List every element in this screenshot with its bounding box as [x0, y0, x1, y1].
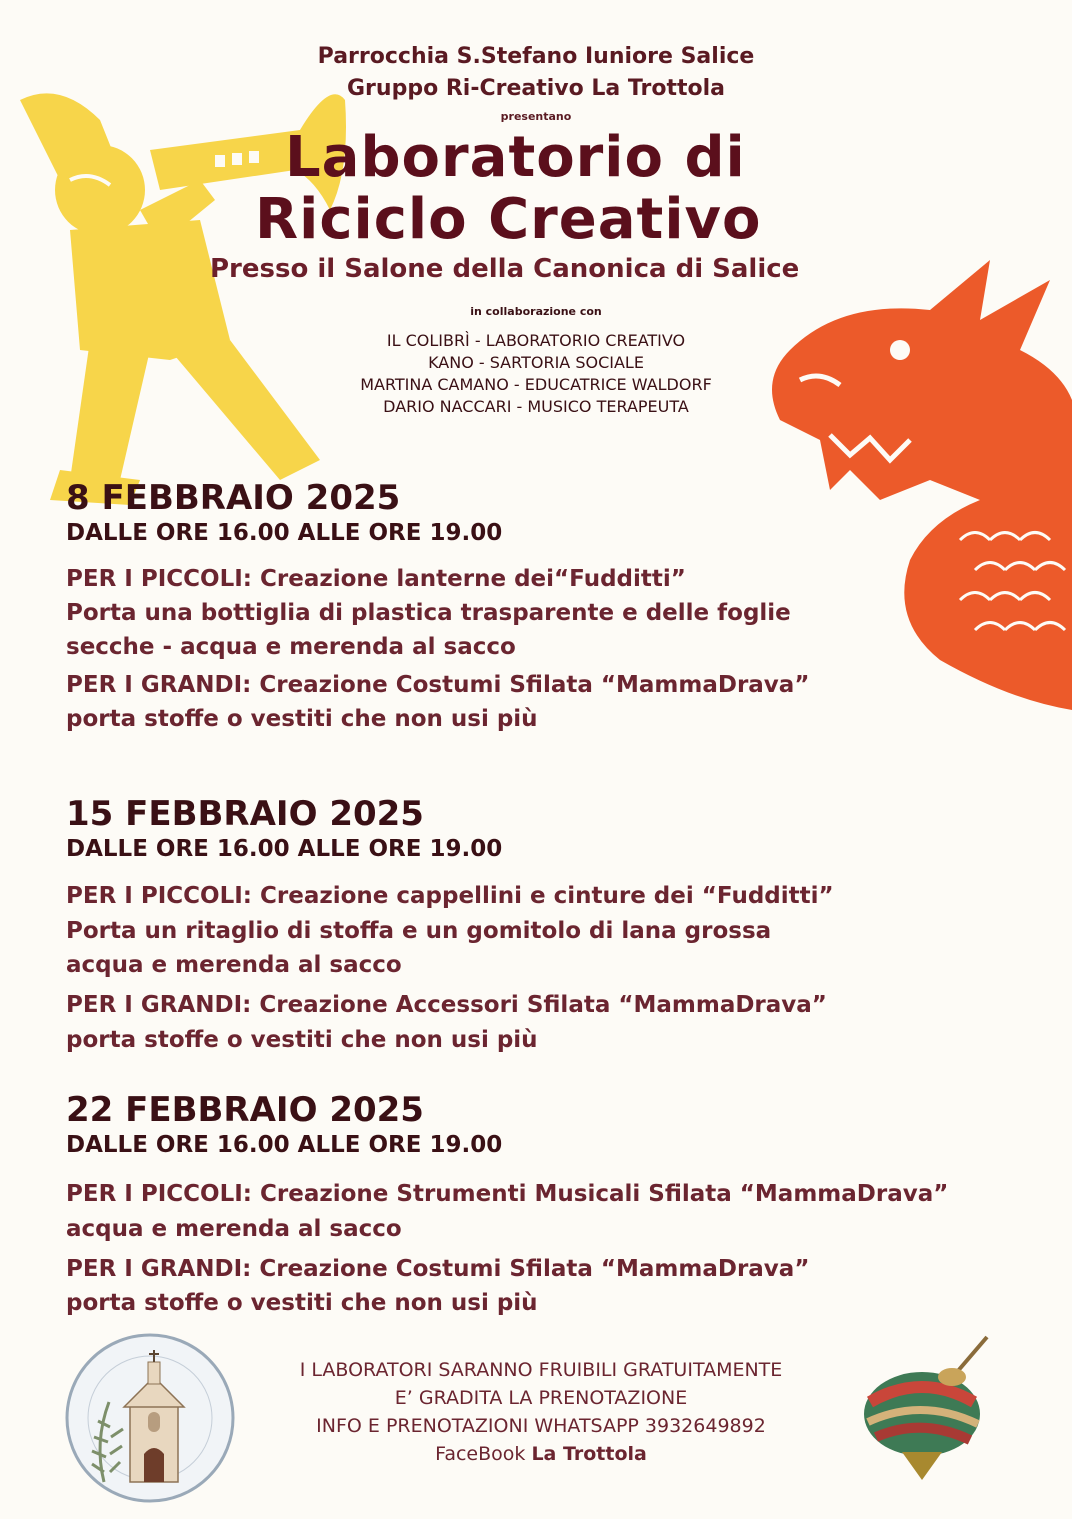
presentano-label: presentano: [500, 110, 572, 123]
event-line: PER I GRANDI: Creazione Costumi Sfilata “MammaDrava”: [66, 1256, 810, 1282]
event-line: porta stoffe o vestiti che non usi più: [66, 1027, 538, 1053]
event-hours: DALLE ORE 16.00 ALLE ORE 19.00: [66, 1132, 503, 1158]
event-hours: DALLE ORE 16.00 ALLE ORE 19.00: [66, 836, 503, 862]
footer-line: I LABORATORI SARANNO FRUIBILI GRATUITAMENTE: [299, 1359, 783, 1381]
facebook-link[interactable]: La Trottola: [531, 1443, 647, 1465]
event-date: 15 FEBBRAIO 2025: [66, 794, 424, 834]
event-hours: DALLE ORE 16.00 ALLE ORE 19.00: [66, 520, 503, 546]
footer: [236, 1356, 846, 1468]
subtitle: Presso il Salone della Canonica di Salice: [210, 254, 800, 284]
collaborators-list: [0, 330, 1072, 418]
spinning-top-icon: [862, 1332, 1002, 1482]
event-line: acqua e merenda al sacco: [66, 1216, 402, 1242]
collaborator: IL COLIBRÌ - LABORATORIO CREATIVO: [386, 331, 686, 350]
event-date: 8 FEBBRAIO 2025: [66, 478, 401, 518]
event-line: PER I GRANDI: Creazione Accessori Sfilata “MammaDrava”: [66, 992, 827, 1018]
event-line: PER I GRANDI: Creazione Costumi Sfilata “MammaDrava”: [66, 672, 810, 698]
event-line: PER I PICCOLI: Creazione Strumenti Musicali Sfilata “MammaDrava”: [66, 1181, 949, 1207]
title-line-2: Riciclo Creativo: [255, 187, 762, 252]
event-date: 22 FEBBRAIO 2025: [66, 1090, 424, 1130]
collaborator: DARIO NACCARI - MUSICO TERAPEUTA: [383, 397, 689, 416]
footer-line: E’ GRADITA LA PRENOTAZIONE: [394, 1387, 688, 1409]
event-line: secche - acqua e merenda al sacco: [66, 634, 516, 660]
title-line-1: Laboratorio di: [285, 125, 746, 190]
event-line: porta stoffe o vestiti che non usi più: [66, 1290, 538, 1316]
organizer-line-1: Parrocchia S.Stefano Iuniore Salice: [317, 44, 755, 69]
event-line: PER I PICCOLI: Creazione cappellini e cinture dei “Fudditti”: [66, 883, 834, 909]
collaborator: MARTINA CAMANO - EDUCATRICE WALDORF: [360, 375, 712, 394]
footer-line: INFO E PRENOTAZIONI WHATSAPP 3932649892: [316, 1415, 766, 1437]
facebook-line: [236, 1440, 846, 1468]
event-line: PER I PICCOLI: Creazione lanterne dei“Fudditti”: [66, 566, 686, 592]
event-line: acqua e merenda al sacco: [66, 952, 402, 978]
event-line: Porta un ritaglio di stoffa e un gomitolo di lana grossa: [66, 918, 772, 944]
church-logo-icon: [64, 1332, 236, 1504]
collaboration-intro: in collaborazione con: [470, 305, 602, 318]
collaborator: KANO - SARTORIA SOCIALE: [428, 353, 644, 372]
event-line: porta stoffe o vestiti che non usi più: [66, 706, 538, 732]
facebook-prefix: FaceBook: [435, 1443, 526, 1465]
event-line: Porta una bottiglia di plastica trasparente e delle foglie: [66, 600, 791, 626]
organizer-line-2: Gruppo Ri-Creativo La Trottola: [347, 76, 725, 101]
